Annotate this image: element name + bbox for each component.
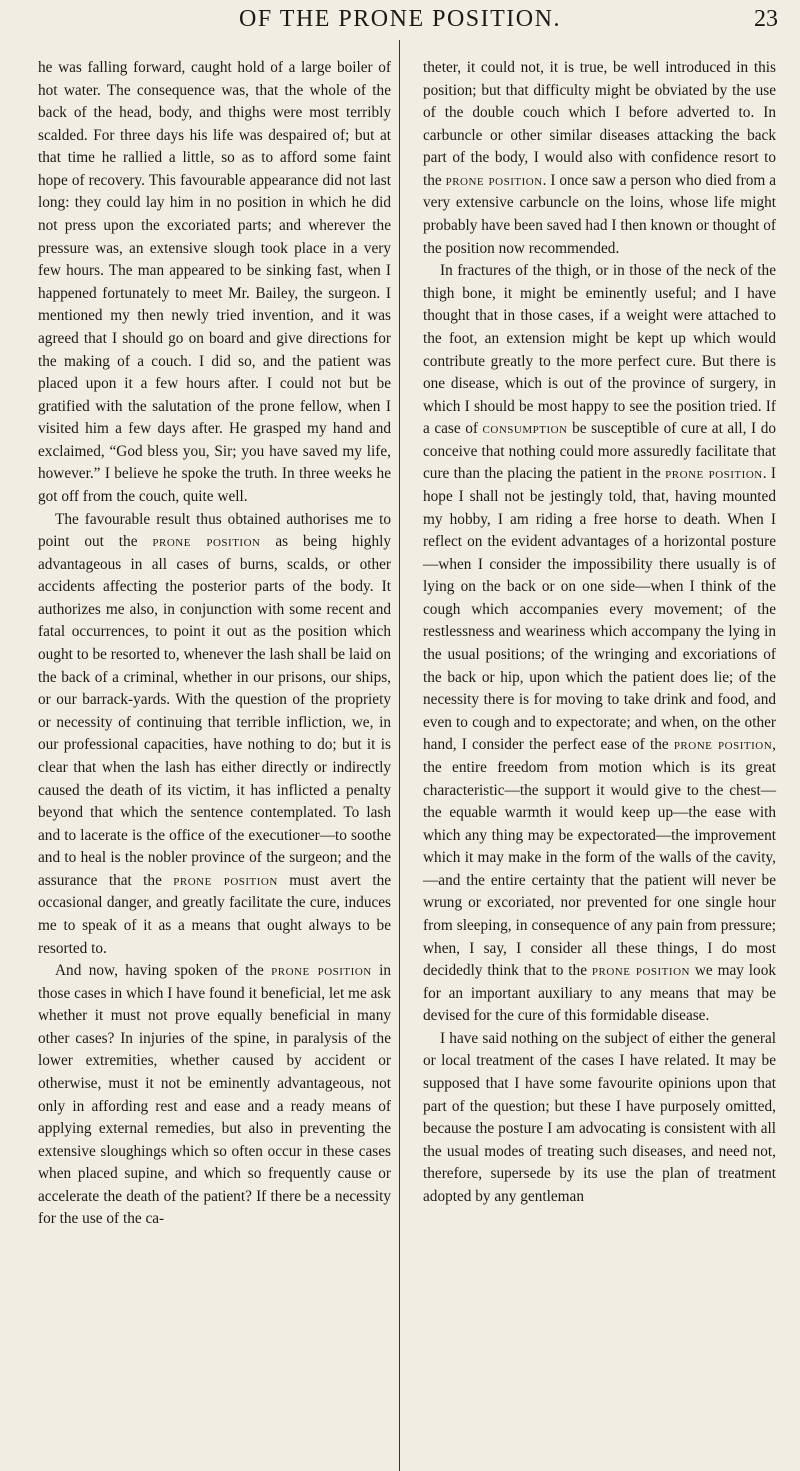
paragraph xyxy=(423,57,776,260)
paragraph-text: he was falling forward, caught hold of a large boiler of hot water. The consequence was, that the whole of the back of the head, body, and thighs were most terribly scalded. For three days his life was despaired of; but at that time he rallied a little, so as to afford some faint hope of recovery. This favourable appearance did not last long: they could lay him in no position in which he did not press upon the excoriated parts; and wherever the pressure was, an extensive slough took place in a very few hours. The man appeared to be sinking fast, when I happened fortunately to meet Mr. Bailey, the surgeon. I mentioned my then newly tried invention, and it was agreed that I should go on board and give directions for the making of a couch. I did so, and the patient was placed upon it a few hours after. I could not but be gratified with the salutation of the prone fellow, when I visited him a few days after. He grasped my hand and exclaimed, “God bless you, Sir; you have saved my life, however.” I believe he spoke the truth. In three weeks he got off from the couch, quite well. xyxy=(38,59,391,505)
paragraph-text: theter, it could not, it is true, be well introduced in this position; but that difficulty might be obviated by the use of the double couch which I before adverted to. In carbuncle or other similar diseases attacking the back part of the body, I would also with confidence resort to the xyxy=(423,59,776,189)
paragraph xyxy=(38,57,391,509)
paragraph-text: I have said nothing on the subject of either the general or local treatment of the cases I have related. It may be supposed that I have some favourite opinions upon that part of the question; but these I have purposely omitted, because the posture I am advocating is consistent with all the usual modes of treating such diseases, and need not, therefore, supersede by its use the plan of treatment adopted by any gentleman xyxy=(423,1029,776,1205)
running-title: OF THE PRONE POSITION. xyxy=(239,6,561,32)
paragraph-text: . I hope I shall not be jestingly told, that, having mounted my hobby, I am riding a free horse to death. When I reflect on the evident advantages of a horizontal posture—when I consider the impossibility there usually is of lying on the back or on one side—when I think of the cough which accompanies every movement; of the restlessness and weariness which accompany the lying in the usual positions; of the wringing and excoriations of the back or hip, upon which the patient does lie; of the necessity there is for moving to take drink and food, and even to cough and to expectorate; and when, on the other hand, I consider the perfect ease of the xyxy=(423,465,776,754)
small-caps-term: prone position xyxy=(152,533,261,551)
paragraph-text: must avert the occasional danger, and greatly facilitate the cure, induces me to speak of it as a means that ought always to be resorted to. xyxy=(38,871,392,957)
paragraph-text: And now, having spoken of the xyxy=(55,962,272,980)
small-caps-term: prone position xyxy=(271,962,372,980)
small-caps-term: prone position xyxy=(665,465,763,483)
small-caps-term: prone position xyxy=(673,736,773,754)
paragraph-text: as being highly advantageous in all cases of burns, scalds, or other accidents affecting the posterior parts of the body. It authorizes me also, in conjunction with some recent and fatal occurrences, to point it out as the position which ought to be resorted to, whenever the lash shall be laid on the back of a criminal, whether in our prisons, our ships, or our barrack-yards. With the question of the propriety or necessity of continuing that terrible infliction, we, in our professional capacities, have nothing to do; but it is clear that when the lash has either directly or indirectly caused the death of its victim, it has inflicted a penalty beyond that which the sentence contemplated. To lash and to lacerate is the office of the executioner—to soothe and to heal is the nobler province of the surgeon; and the assurance that the xyxy=(38,533,391,889)
paragraph-text: In fractures of the thigh, or in those of the neck of the thigh bone, it might be eminently useful; and I have thought that in those cases, if a weight were attached to the foot, an extension might be kept up which would contribute greatly to the more perfect cure. But there is one disease, which is out of the province of surgery, in which I should be most happy to see the position tried. If a case of xyxy=(423,262,776,438)
small-caps-term: prone position xyxy=(445,171,543,189)
paragraph-text: , the entire freedom from motion which is its great characteristic—the support it would give to the chest—the equable warmth it would keep up—the ease with which any thing may be expectorated—the improvement which it may make in the form of the walls of the cavity,—and the entire certainty that the patient will never be wrung or excoriated, nor prevented for one single hour from sleeping, in consequence of any pain from pressure; when, I say, I consider all these things, I do most decidedly think that to the xyxy=(423,736,776,980)
paragraph-text: The favourable result thus obtained authorises me to point out the xyxy=(38,510,391,551)
paragraph-text: we may look for an important auxiliary to any means that may be devised for the cure of this formidable disease. xyxy=(423,962,777,1025)
right-text-column xyxy=(423,57,776,1208)
paragraph xyxy=(423,260,776,1028)
page-number: 23 xyxy=(754,6,778,32)
left-text-column xyxy=(38,57,391,1231)
paragraph-text: in those cases in which I have found it beneficial, let me ask whether it must not prove equally beneficial in many other cases? In injuries of the spine, in paralysis of the lower extremities, whether caused by accident or otherwise, must it not be eminently advantageous, not only in affording rest and ease and a ready means of applying external remedies, but also in preventing the extensive sloughings which so often occur in these cases when placed supine, and which so frequently cause or accelerate the death of the patient? If there be a necessity for the use of the ca- xyxy=(38,962,391,1228)
paragraph-text: . I once saw a person who died from a very extensive carbuncle on the loins, whose life might probably have been saved had I then known or thought of the position now recommended. xyxy=(423,171,776,257)
small-caps-term: prone position xyxy=(173,871,278,889)
paragraph xyxy=(38,960,391,1231)
paragraph xyxy=(38,509,391,961)
small-caps-term: prone position xyxy=(591,962,690,980)
small-caps-term: consumption xyxy=(482,420,568,438)
paragraph xyxy=(423,1028,776,1209)
paragraph-text: be susceptible of cure at all, I do conceive that nothing could more assuredly facilitate that cure than the placing the patient in the xyxy=(423,420,777,483)
column-divider xyxy=(399,40,400,1471)
